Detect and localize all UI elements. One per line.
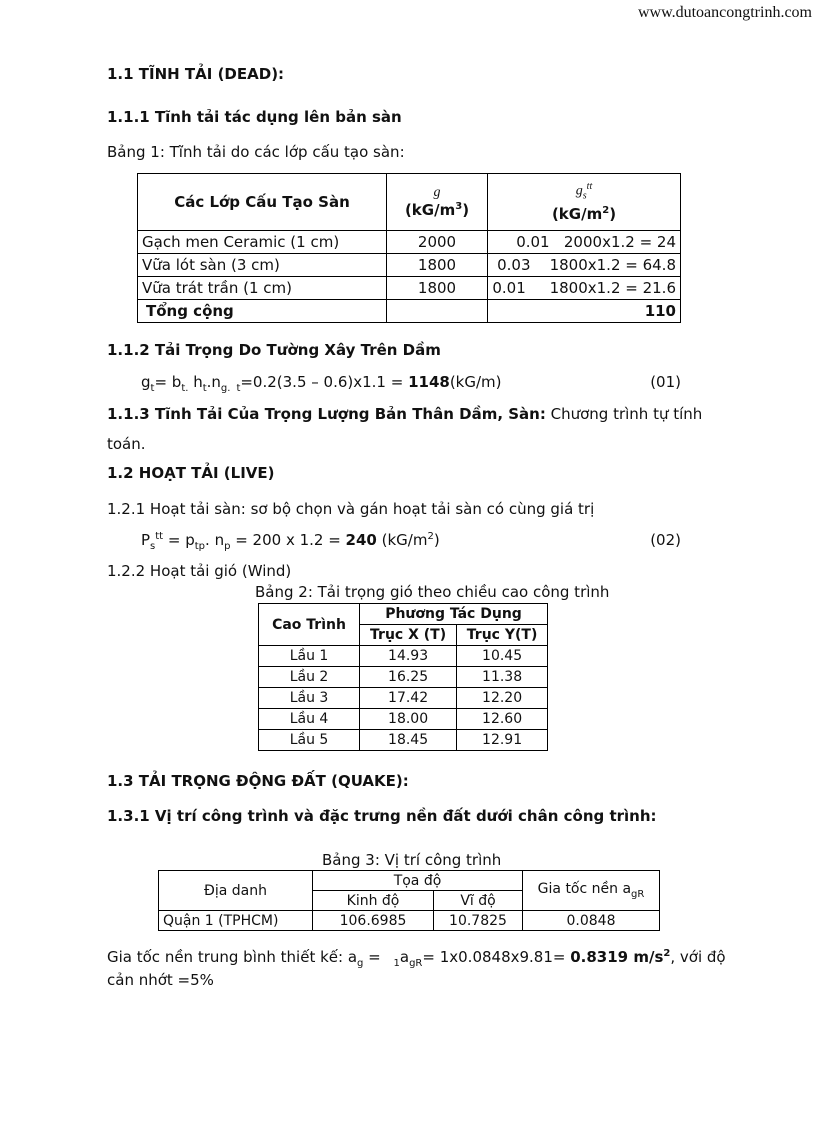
- t1-header-g: g $(kG/m^3)$: [387, 174, 488, 231]
- table-row: Gạch men Ceramic (1 cm) 2000 0.01 2000x1.2 = 24: [138, 231, 681, 254]
- t1-header-layers: Các Lớp Cấu Tạo Sàn: [138, 174, 387, 231]
- equation-01: $g_t= b_{t.}$ $h_t.n_{g.}$ $_t$=0.2(3.5 – 0.6)x1.1 = 1148(kG/m) (01): [141, 373, 681, 394]
- equation-02: $P_s^{tt} = p_{tp}$. $n_p = 200$ x 1.2 = 240 $(kG/m^2)$ (02): [141, 531, 681, 552]
- table-total-row: Tổng cộng 110: [138, 300, 681, 323]
- wind-load-table: [258, 603, 548, 751]
- t2-header-y: Trục Y(T): [457, 625, 548, 646]
- t3-header-lon: Kinh độ: [313, 891, 434, 911]
- table2-caption: Bảng 2: Tải trọng gió theo chiều cao công trình: [255, 583, 610, 601]
- t3-header-lat: Vĩ độ: [434, 891, 523, 911]
- section-1-1-title: 1.1 TĨNH TẢI (DEAD):: [107, 65, 285, 83]
- damping-text: cản nhớt =5%: [107, 971, 214, 989]
- section-1-1-3: 1.1.3 Tĩnh Tải Của Trọng Lượng Bản Thân Dầm, Sàn: Chương trình tự tính: [107, 405, 703, 423]
- table3-caption: Bảng 3: Vị trí công trình: [322, 851, 502, 869]
- t2-header-floor: Cao Trình: [259, 604, 360, 646]
- section-1-1-2-title: 1.1.2 Tải Trọng Do Tường Xây Trên Dầm: [107, 341, 441, 359]
- section-1-2-1-text: 1.2.1 Hoạt tải sàn: sơ bộ chọn và gán hoạt tải sàn có cùng giá trị: [107, 500, 595, 518]
- table-row: Lầu 2 16.25 11.38: [259, 667, 548, 688]
- section-1-3-title: 1.3 TẢI TRỌNG ĐỘNG ĐẤT (QUAKE):: [107, 772, 409, 790]
- table-row: Vữa lót sàn (3 cm) 1800 0.03 1800x1.2 = 64.8: [138, 254, 681, 277]
- t2-header-direction: Phương Tác Dụng: [360, 604, 548, 625]
- equation-number: (01): [650, 373, 681, 391]
- t1-header-gs: $g_s^{tt}$ $(kG/m^2)$: [488, 174, 681, 231]
- t2-header-x: Trục X (T): [360, 625, 457, 646]
- section-1-3-1-title: 1.3.1 Vị trí công trình và đặc trưng nền đất dưới chân công trình:: [107, 807, 657, 825]
- t3-header-place: Địa danh: [159, 871, 313, 911]
- table-row: Lầu 4 18.00 12.60: [259, 709, 548, 730]
- equation-number: (02): [650, 531, 681, 549]
- design-acceleration-text: Gia tốc nền trung bình thiết kế: $a_g = _1a_{gR}= 1x0.0848x9.81= 0.8319$ $m/s^2$, với độ: [107, 948, 726, 969]
- location-table: [158, 870, 660, 931]
- website-header[interactable]: www.dutoancongtrinh.com: [637, 4, 812, 21]
- table-row: Lầu 1 14.93 10.45: [259, 646, 548, 667]
- section-1-1-3-cont: toán.: [107, 435, 146, 453]
- t3-header-accel: Gia tốc nền $a_{gR}$: [523, 871, 660, 911]
- section-1-2-title: 1.2 HOẠT TẢI (LIVE): [107, 464, 275, 482]
- t3-header-coord: Tọa độ: [313, 871, 523, 891]
- table-row: Vữa trát trần (1 cm) 1800 0.01 1800x1.2 = 21.6: [138, 277, 681, 300]
- section-1-1-1-title: 1.1.1 Tĩnh tải tác dụng lên bản sàn: [107, 108, 402, 126]
- table-row: Lầu 5 18.45 12.91: [259, 730, 548, 751]
- section-1-2-2-text: 1.2.2 Hoạt tải gió (Wind): [107, 562, 292, 580]
- table-row: Lầu 3 17.42 12.20: [259, 688, 548, 709]
- table-row: Quận 1 (TPHCM) 106.6985 10.7825 0.0848: [159, 911, 660, 931]
- dead-load-table: [137, 173, 681, 323]
- table1-caption: Bảng 1: Tĩnh tải do các lớp cấu tạo sàn:: [107, 143, 405, 161]
